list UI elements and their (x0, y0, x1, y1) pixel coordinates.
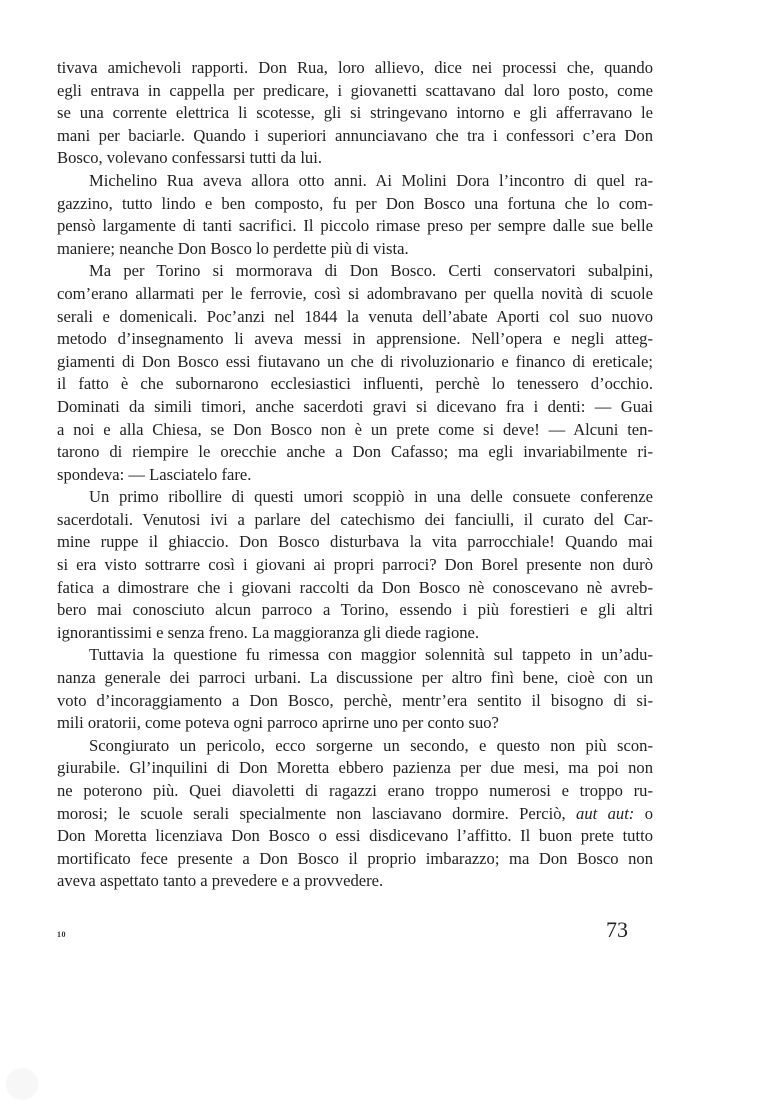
text-line: Un primo ribollire di questi umori scoppiò in una delle consuete conferenze (89, 487, 653, 507)
text-line: Ma per Torino si mormorava di Don Bosco. Certi conservatori subalpini, (89, 261, 653, 281)
printer-signature-mark: 10 (57, 930, 66, 939)
scan-smudge (6, 1068, 38, 1100)
body-text (57, 57, 653, 893)
page-number: 73 (606, 917, 628, 942)
text-line: a noi e alla Chiesa, se Don Bosco non è un prete come si deve! — Alcuni ten- (57, 419, 653, 439)
text-line: Dominati da simili timori, anche sacerdoti gravi si dicevano fra i denti: — Guai (57, 396, 653, 416)
text-line: spondeva: — Lasciatelo fare. (57, 464, 252, 484)
text-line: giurabile. Gl’inquilini di Don Moretta ebbero pazienza per due mesi, ma poi non (57, 758, 653, 778)
paragraph (57, 486, 653, 644)
text-line: gazzino, tutto lindo e ben composto, fu per Don Bosco una fortuna che lo com- (57, 193, 653, 213)
paragraph (57, 170, 653, 260)
text-line: mortificato fece presente a Don Bosco il proprio imbarazzo; ma Don Bosco non (57, 848, 653, 868)
italic-phrase: aut aut: (576, 803, 635, 823)
text-line: egli entrava in cappella per predicare, i giovanetti scattavano dal loro posto, come (57, 80, 653, 100)
text-line: mani per baciarle. Quando i superiori annunciavano che tra i confessori c’era Don (57, 125, 653, 145)
text-line: com’erano allarmati per le ferrovie, così si adombravano per quella novità di scuole (57, 283, 653, 303)
paragraph (57, 260, 653, 486)
text-line: ignorantissimi e senza freno. La maggioranza gli diede ragione. (57, 622, 480, 642)
text-line: nanza generale dei parroci urbani. La discussione per altro finì bene, cioè con un (57, 668, 653, 688)
text-line: metodo d’insegnamento li aveva messi in apprensione. Nell’opera e negli atteg- (57, 329, 653, 349)
text-line: Bosco, volevano confessarsi tutti da lui. (57, 148, 322, 168)
paragraph (57, 735, 653, 893)
text-line: fatica a dimostrare che i giovani raccolti da Don Bosco nè conoscevano nè avreb- (57, 577, 653, 597)
text-line: tivava amichevoli rapporti. Don Rua, loro allievo, dice nei processi che, quando (57, 58, 653, 77)
text-line: Michelino Rua aveva allora otto anni. Ai Molini Dora l’incontro di quel ra- (89, 170, 653, 190)
text-line: pensò largamente di tanti sacrifici. Il piccolo rimase preso per sempre dalle sue belle (57, 216, 653, 236)
text-line: ne poterono più. Quei diavoletti di ragazzi erano troppo numerosi e troppo ru- (57, 781, 653, 800)
text-line: aveva aspettato tanto a prevedere e a provvedere. (57, 871, 384, 891)
text-line: mine ruppe il ghiaccio. Don Bosco disturbava la vita parrocchiale! Quando mai (57, 532, 653, 552)
text-line: mili oratorii, come poteva ogni parroco aprirne uno per conto suo? (57, 713, 499, 733)
paragraph (57, 57, 653, 170)
text-line: serali e domenicali. Poc’anzi nel 1844 la venuta dell’abate Aporti col suo nuovo (57, 306, 653, 326)
text-line: il fatto è che subornarono ecclesiastici influenti, perchè lo tenessero d’occhio. (57, 374, 653, 394)
text-line: Don Moretta licenziava Don Bosco o essi disdicevano l’affitto. Il buon prete tutto (57, 826, 653, 846)
text-line: sacerdotali. Venutosi ivi a parlare del catechismo dei fanciulli, il curato del Car- (57, 509, 653, 529)
text-line: se una corrente elettrica li scotesse, gli si stringevano intorno e gli afferravano le (57, 103, 653, 123)
text-line: Scongiurato un pericolo, ecco sorgerne un secondo, e questo non più scon- (89, 735, 653, 755)
text-line: morosi; le scuole serali specialmente non lasciavano dormire. Perciò, aut aut: o (57, 803, 653, 823)
text-line: Tuttavia la questione fu rimessa con maggior solennità sul tappeto in un’adu- (89, 645, 653, 665)
text-line: tarono di riempire le orecchie anche a Don Cafasso; ma egli invariabilmente ri- (57, 442, 653, 462)
text-line: si era visto sottrarre così i giovani ai propri parroci? Don Borel presente non durò (57, 555, 653, 575)
text-line: giamenti di Don Bosco essi fiutavano un che di rivoluzionario e financo di ereticale; (57, 351, 653, 371)
paragraph (57, 644, 653, 734)
text-line: voto d’incoraggiamento a Don Bosco, perchè, mentr’era sentito il bisogno di si- (57, 690, 653, 710)
text-line: maniere; neanche Don Bosco lo perdette più di vista. (57, 238, 409, 258)
text-line: bero mai conosciuto alcun parroco a Torino, essendo i più forestieri e gli altri (57, 600, 653, 620)
